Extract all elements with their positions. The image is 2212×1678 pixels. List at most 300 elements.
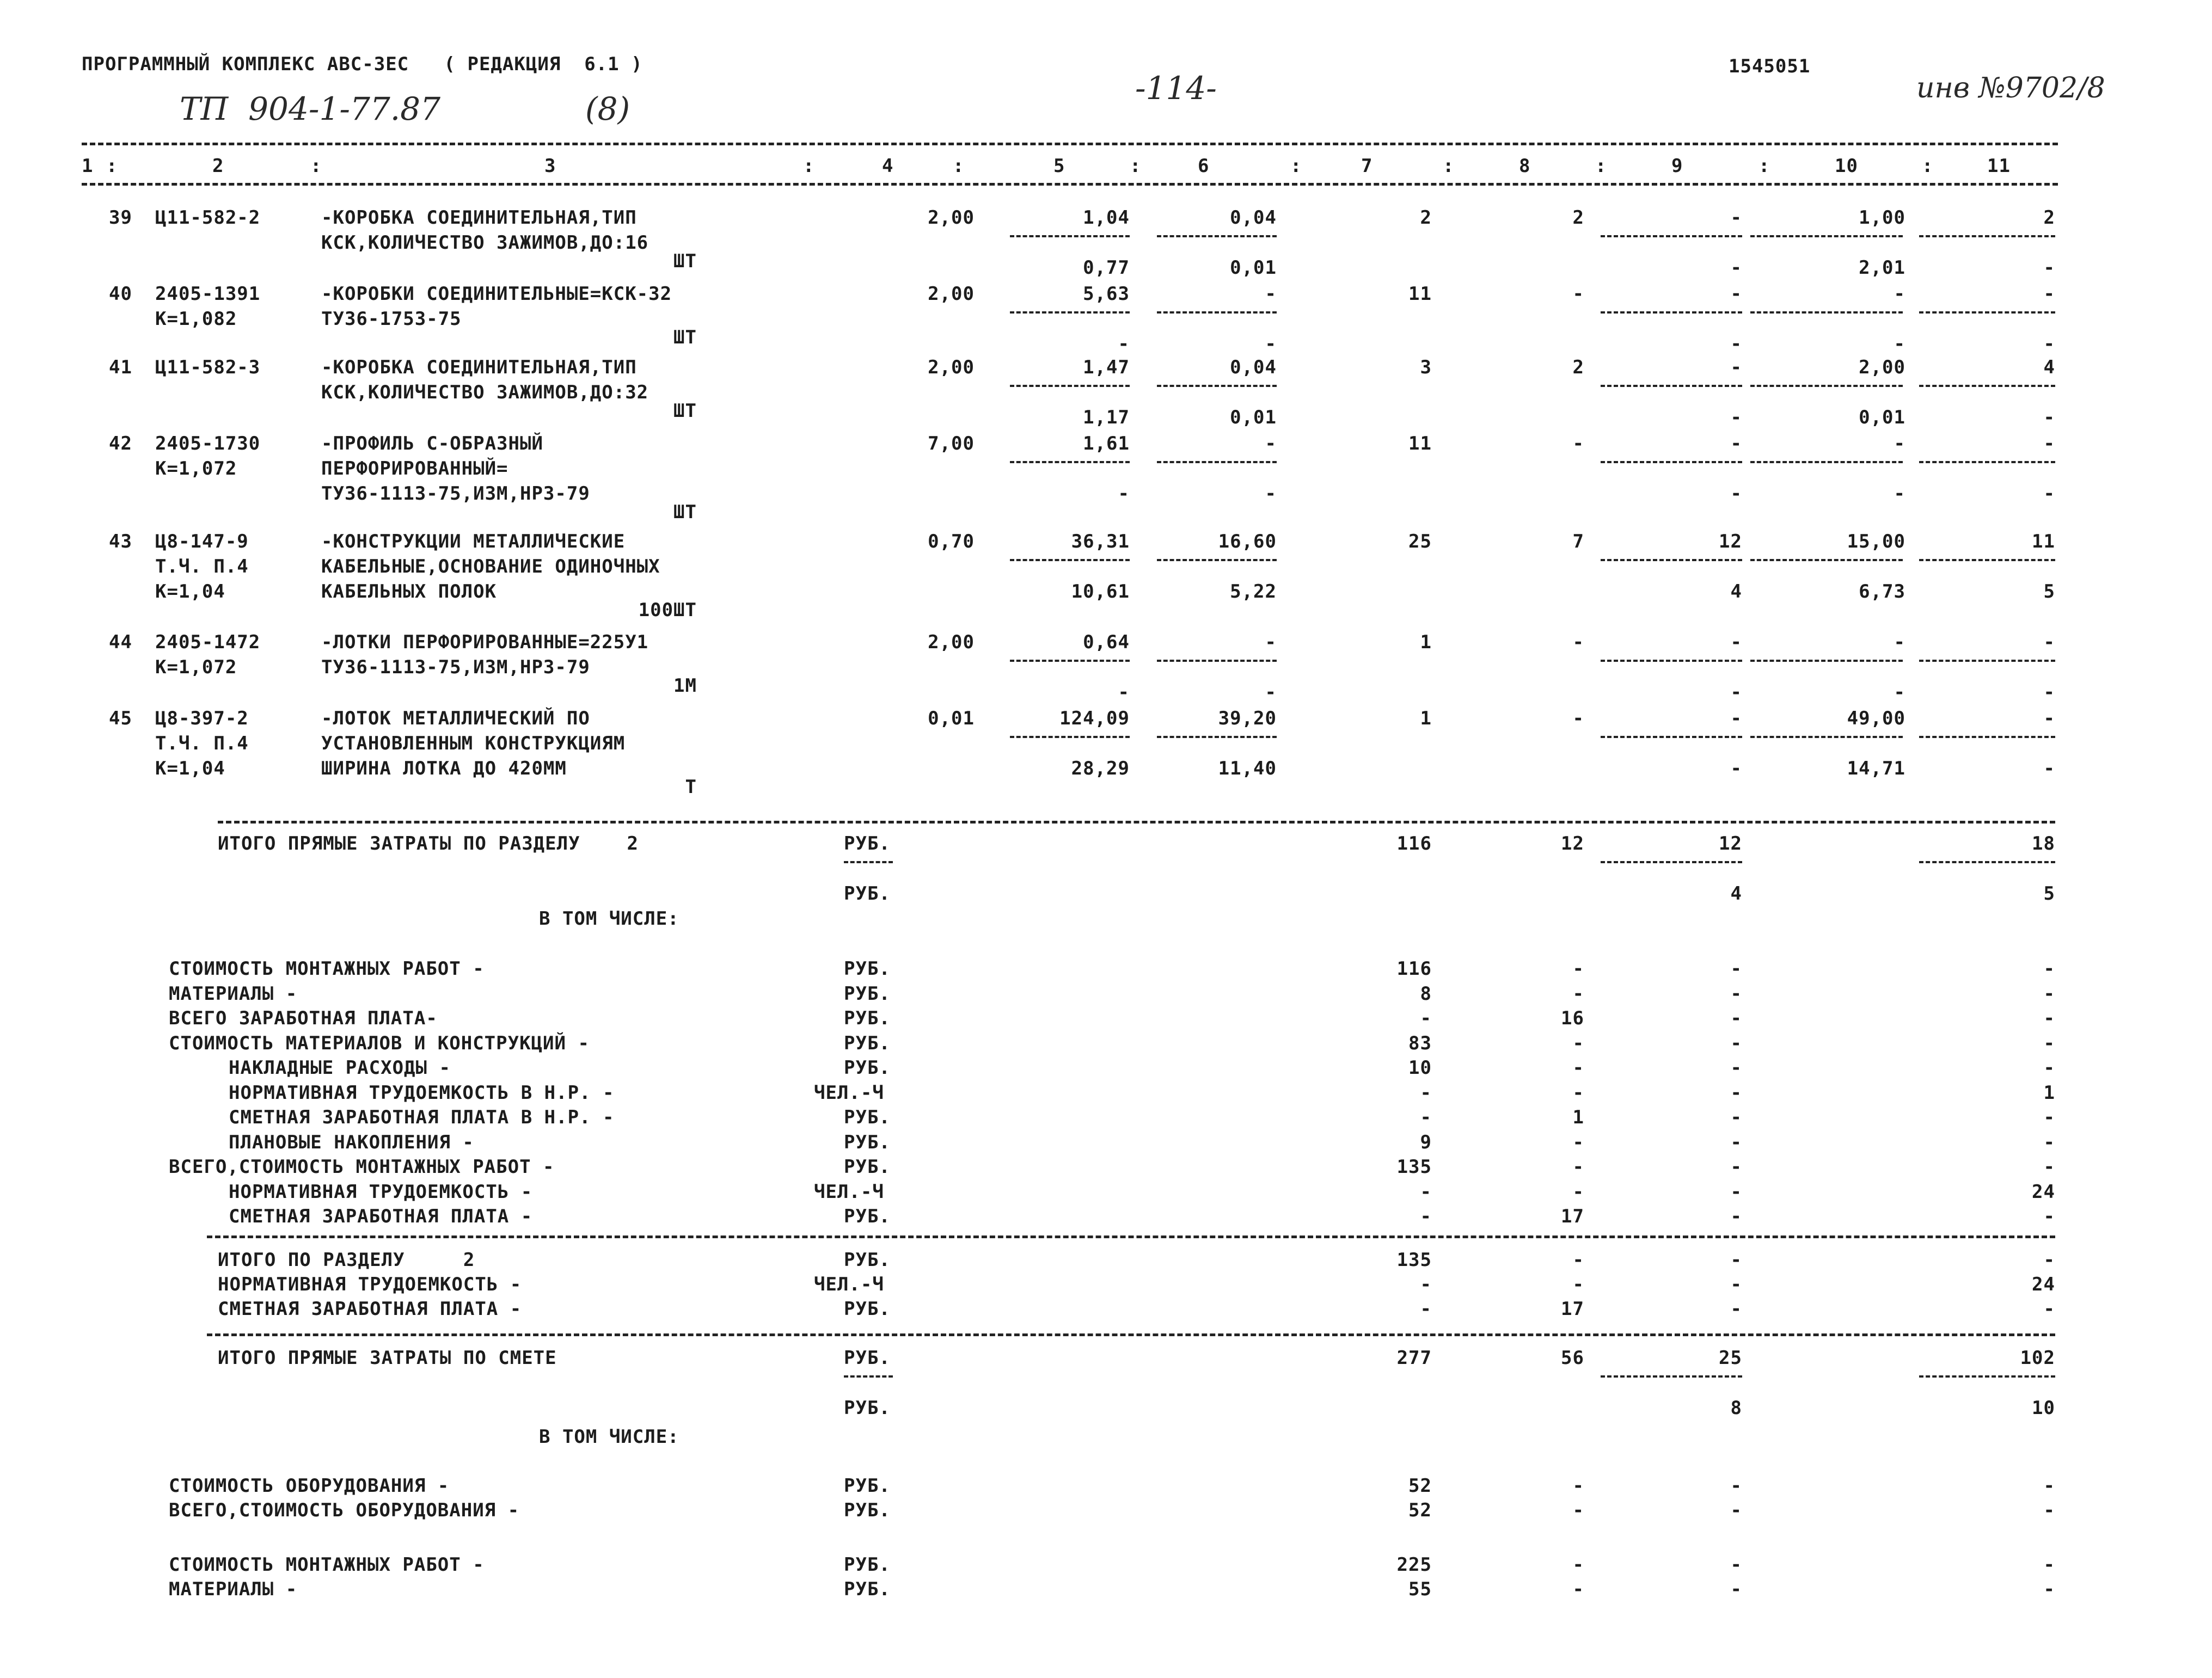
column-number: 1 bbox=[82, 155, 94, 177]
breakdown-col-7: 8 bbox=[1420, 983, 1432, 1005]
summary-label: ИТОГО ПО РАЗДЕЛУ 2 bbox=[218, 1249, 475, 1271]
breakdown-col-7: - bbox=[1420, 1181, 1432, 1203]
estimate-breakdown-col-7: 55 bbox=[1408, 1578, 1432, 1600]
cell-col-6-lower: 0,01 bbox=[1230, 257, 1277, 279]
cell-col-7: 1 bbox=[1420, 631, 1432, 653]
cell-col-7: 25 bbox=[1408, 531, 1432, 552]
cell-col-5-lower: - bbox=[1118, 333, 1130, 355]
cell-col-10-lower: 6,73 bbox=[1859, 581, 1905, 603]
breakdown-col-8: 1 bbox=[1572, 1107, 1584, 1128]
item-code: 2405-1730 bbox=[155, 433, 261, 454]
summary-col-8: 17 bbox=[1561, 1298, 1584, 1320]
cell-col-9: - bbox=[1730, 283, 1742, 305]
summary-unit: РУБ. bbox=[844, 1298, 891, 1320]
cell-col-8: - bbox=[1572, 708, 1584, 729]
cell-col-5: 1,61 bbox=[1083, 433, 1130, 454]
breakdown-label: ВСЕГО,СТОИМОСТЬ МОНТАЖНЫХ РАБОТ - bbox=[169, 1156, 555, 1178]
item-description: -КОРОБКИ СОЕДИНИТЕЛЬНЫЕ=КСК-32 bbox=[321, 283, 672, 305]
cell-col-6-lower: - bbox=[1265, 681, 1277, 703]
breakdown-col-9: - bbox=[1730, 958, 1742, 980]
item-number: 39 bbox=[109, 207, 132, 229]
item-description: -КОНСТРУКЦИИ МЕТАЛЛИЧЕСКИЕ bbox=[321, 531, 626, 552]
breakdown-col-7: - bbox=[1420, 1206, 1432, 1227]
cell-col-10: 1,00 bbox=[1859, 207, 1905, 229]
cell-divider bbox=[1010, 311, 1130, 314]
estimate-breakdown-col-11: - bbox=[2043, 1499, 2055, 1521]
cell-col-6: 0,04 bbox=[1230, 207, 1277, 229]
summary-col-9: - bbox=[1730, 1274, 1742, 1295]
item-number: 43 bbox=[109, 531, 132, 552]
breakdown-label: СМЕТНАЯ ЗАРАБОТНАЯ ПЛАТА В Н.Р. - bbox=[229, 1107, 615, 1128]
item-number: 41 bbox=[109, 357, 132, 378]
cell-col-4: 2,00 bbox=[928, 283, 975, 305]
breakdown-unit: ЧЕЛ.-Ч bbox=[814, 1181, 884, 1203]
including-label: В ТОМ ЧИСЛЕ: bbox=[539, 908, 679, 930]
breakdown-col-11: - bbox=[2043, 1132, 2055, 1153]
cell-divider bbox=[1750, 235, 1903, 237]
cell-divider bbox=[1919, 861, 2055, 863]
breakdown-label: СМЕТНАЯ ЗАРАБОТНАЯ ПЛАТА - bbox=[229, 1206, 533, 1227]
cell-col-11: 11 bbox=[2032, 531, 2055, 552]
cell-col-11: - bbox=[2043, 708, 2055, 729]
section-total-col-11: 18 bbox=[2032, 833, 2055, 855]
estimate-breakdown-col-7: 52 bbox=[1408, 1499, 1432, 1521]
cell-col-4: 0,01 bbox=[928, 708, 975, 729]
breakdown-col-9: - bbox=[1730, 1107, 1742, 1128]
column-number: 8 bbox=[1519, 155, 1531, 177]
cell-divider bbox=[1010, 736, 1130, 738]
item-coefficient: К=1,04 bbox=[155, 758, 225, 779]
summary-col-7: - bbox=[1420, 1298, 1432, 1320]
breakdown-col-8: - bbox=[1572, 1057, 1584, 1079]
cell-col-9: - bbox=[1730, 708, 1742, 729]
estimate-total-unit-lower: РУБ. bbox=[844, 1397, 891, 1419]
item-unit: 1М bbox=[673, 675, 697, 697]
estimate-breakdown-label: ВСЕГО,СТОИМОСТЬ ОБОРУДОВАНИЯ - bbox=[169, 1499, 520, 1521]
estimate-total-col-9-lower: 8 bbox=[1730, 1397, 1742, 1419]
summary-col-7: - bbox=[1420, 1274, 1432, 1295]
item-unit: 100ШТ bbox=[638, 599, 697, 621]
cell-col-11-lower: - bbox=[2043, 681, 2055, 703]
column-separator: : bbox=[1595, 155, 1607, 177]
breakdown-col-11: - bbox=[2043, 1057, 2055, 1079]
cell-col-5: 124,09 bbox=[1059, 708, 1130, 729]
cell-col-7: 2 bbox=[1420, 207, 1432, 229]
estimate-breakdown-col-11: - bbox=[2043, 1475, 2055, 1497]
breakdown-unit: РУБ. bbox=[844, 1156, 891, 1178]
section-total-col-11-lower: 5 bbox=[2043, 883, 2055, 905]
cell-divider bbox=[1157, 385, 1277, 387]
cell-col-10-lower: - bbox=[1894, 483, 1905, 505]
cell-col-6-lower: 5,22 bbox=[1230, 581, 1277, 603]
breakdown-col-9: - bbox=[1730, 1057, 1742, 1079]
breakdown-col-7: 9 bbox=[1420, 1132, 1432, 1153]
cell-col-9-lower: - bbox=[1730, 758, 1742, 779]
cell-col-8: 2 bbox=[1572, 357, 1584, 378]
breakdown-col-8: - bbox=[1572, 1032, 1584, 1054]
estimate-total-col-9: 25 bbox=[1719, 1347, 1742, 1369]
item-number: 45 bbox=[109, 708, 132, 729]
breakdown-col-11: - bbox=[2043, 958, 2055, 980]
estimate-breakdown-unit: РУБ. bbox=[844, 1578, 891, 1600]
cell-divider bbox=[1601, 861, 1742, 863]
summary-label: НОРМАТИВНАЯ ТРУДОЕМКОСТЬ - bbox=[218, 1274, 522, 1295]
item-unit: ШТ bbox=[673, 501, 697, 523]
breakdown-col-9: - bbox=[1730, 1082, 1742, 1104]
estimate-breakdown-col-9: - bbox=[1730, 1578, 1742, 1600]
estimate-breakdown-col-9: - bbox=[1730, 1499, 1742, 1521]
breakdown-label: ПЛАНОВЫЕ НАКОПЛЕНИЯ - bbox=[229, 1132, 474, 1153]
cell-col-4: 2,00 bbox=[928, 631, 975, 653]
cell-divider bbox=[1010, 235, 1130, 237]
cell-col-6: - bbox=[1265, 283, 1277, 305]
cell-col-8: 2 bbox=[1572, 207, 1584, 229]
cell-col-5-lower: - bbox=[1118, 483, 1130, 505]
item-description: -ПРОФИЛЬ С-ОБРАЗНЫЙ bbox=[321, 433, 543, 454]
item-description: ТУ36-1113-75,ИЗМ,НРЗ-79 bbox=[321, 656, 590, 678]
column-separator: : bbox=[1758, 155, 1770, 177]
cell-divider bbox=[1919, 461, 2055, 463]
breakdown-label: МАТЕРИАЛЫ - bbox=[169, 983, 298, 1005]
column-number: 10 bbox=[1835, 155, 1858, 177]
section-rule bbox=[207, 1333, 2055, 1336]
handwritten-inventory-number: инв №9702/8 bbox=[1916, 72, 2105, 105]
breakdown-col-7: - bbox=[1420, 1107, 1432, 1128]
section-total-unit-lower: РУБ. bbox=[844, 883, 891, 905]
cell-divider bbox=[1601, 311, 1742, 314]
item-description: УСТАНОВЛЕННЫМ КОНСТРУКЦИЯМ bbox=[321, 733, 626, 754]
cell-divider bbox=[1919, 1375, 2055, 1378]
summary-col-8: - bbox=[1572, 1274, 1584, 1295]
breakdown-label: СТОИМОСТЬ МАТЕРИАЛОВ И КОНСТРУКЦИЙ - bbox=[169, 1032, 590, 1054]
item-code: Ц11-582-3 bbox=[155, 357, 261, 378]
document-code: 1545051 bbox=[1729, 56, 1811, 77]
including-label: В ТОМ ЧИСЛЕ: bbox=[539, 1426, 679, 1448]
summary-col-9: - bbox=[1730, 1298, 1742, 1320]
summary-label: СМЕТНАЯ ЗАРАБОТНАЯ ПЛАТА - bbox=[218, 1298, 522, 1320]
item-coefficient: Т.Ч. П.4 bbox=[155, 556, 249, 577]
cell-divider bbox=[1157, 461, 1277, 463]
cell-divider bbox=[1010, 660, 1130, 662]
item-coefficient: К=1,072 bbox=[155, 656, 237, 678]
breakdown-col-8: 17 bbox=[1561, 1206, 1584, 1227]
estimate-breakdown-col-7: 52 bbox=[1408, 1475, 1432, 1497]
breakdown-label: СТОИМОСТЬ МОНТАЖНЫХ РАБОТ - bbox=[169, 958, 485, 980]
cell-col-4: 7,00 bbox=[928, 433, 975, 454]
cell-col-8: - bbox=[1572, 433, 1584, 454]
section-total-col-8: 12 bbox=[1561, 833, 1584, 855]
breakdown-col-9: - bbox=[1730, 983, 1742, 1005]
breakdown-col-7: 83 bbox=[1408, 1032, 1432, 1054]
cell-col-11: 2 bbox=[2043, 207, 2055, 229]
section-total-col-9-lower: 4 bbox=[1730, 883, 1742, 905]
cell-col-11: - bbox=[2043, 631, 2055, 653]
cell-col-9-lower: - bbox=[1730, 407, 1742, 428]
cell-divider bbox=[1010, 559, 1130, 561]
header-rule-top bbox=[82, 143, 2058, 145]
cell-col-10: 15,00 bbox=[1847, 531, 1905, 552]
item-description: КАБЕЛЬНЫЕ,ОСНОВАНИЕ ОДИНОЧНЫХ bbox=[321, 556, 660, 577]
column-number: 3 bbox=[544, 155, 556, 177]
breakdown-col-9: - bbox=[1730, 1032, 1742, 1054]
cell-col-9-lower: 4 bbox=[1730, 581, 1742, 603]
item-description: -ЛОТОК МЕТАЛЛИЧЕСКИЙ ПО bbox=[321, 708, 590, 729]
estimate-breakdown-col-11: - bbox=[2043, 1578, 2055, 1600]
item-description: КСК,КОЛИЧЕСТВО ЗАЖИМОВ,ДО:32 bbox=[321, 382, 649, 403]
column-separator: : bbox=[1922, 155, 1934, 177]
breakdown-col-11: - bbox=[2043, 1107, 2055, 1128]
breakdown-unit: РУБ. bbox=[844, 1032, 891, 1054]
cell-col-10: 49,00 bbox=[1847, 708, 1905, 729]
breakdown-col-8: - bbox=[1572, 1082, 1584, 1104]
item-code: Ц11-582-2 bbox=[155, 207, 261, 229]
cell-col-7: 1 bbox=[1420, 708, 1432, 729]
cell-col-11: 4 bbox=[2043, 357, 2055, 378]
breakdown-col-7: 135 bbox=[1396, 1156, 1432, 1178]
item-code: 2405-1391 bbox=[155, 283, 261, 305]
item-coefficient: Т.Ч. П.4 bbox=[155, 733, 249, 754]
cell-divider bbox=[1919, 311, 2055, 314]
cell-col-8: - bbox=[1572, 631, 1584, 653]
item-number: 42 bbox=[109, 433, 132, 454]
estimate-breakdown-col-7: 225 bbox=[1396, 1554, 1432, 1576]
cell-col-4: 0,70 bbox=[928, 531, 975, 552]
estimate-breakdown-col-8: - bbox=[1572, 1554, 1584, 1576]
program-header: ПРОГРАММНЫЙ КОМПЛЕКС АВС-3ЕС ( РЕДАКЦИЯ 6.1 ) bbox=[82, 53, 643, 75]
breakdown-unit: РУБ. bbox=[844, 958, 891, 980]
breakdown-label: НАКЛАДНЫЕ РАСХОДЫ - bbox=[229, 1057, 451, 1079]
cell-col-10: - bbox=[1894, 283, 1905, 305]
item-unit: Т bbox=[685, 776, 697, 798]
column-number: 11 bbox=[1987, 155, 2011, 177]
estimate-breakdown-col-9: - bbox=[1730, 1554, 1742, 1576]
cell-col-5-lower: 1,17 bbox=[1083, 407, 1130, 428]
estimate-breakdown-col-8: - bbox=[1572, 1475, 1584, 1497]
cell-divider bbox=[1750, 736, 1903, 738]
column-separator: : bbox=[1290, 155, 1302, 177]
cell-col-9: - bbox=[1730, 357, 1742, 378]
breakdown-col-7: - bbox=[1420, 1082, 1432, 1104]
cell-divider bbox=[1601, 1375, 1742, 1378]
handwritten-project-number: ТП 904-1-77.87 bbox=[180, 90, 440, 127]
section-total-unit: РУБ. bbox=[844, 833, 891, 855]
item-code: Ц8-397-2 bbox=[155, 708, 249, 729]
cell-col-10-lower: - bbox=[1894, 681, 1905, 703]
breakdown-col-11: - bbox=[2043, 983, 2055, 1005]
cell-col-10: - bbox=[1894, 631, 1905, 653]
item-description: ТУ36-1753-75 bbox=[321, 308, 462, 330]
estimate-breakdown-col-9: - bbox=[1730, 1475, 1742, 1497]
breakdown-col-8: - bbox=[1572, 983, 1584, 1005]
summary-unit: ЧЕЛ.-Ч bbox=[814, 1274, 884, 1295]
cell-divider bbox=[1157, 235, 1277, 237]
column-separator: : bbox=[803, 155, 815, 177]
breakdown-unit: РУБ. bbox=[844, 1132, 891, 1153]
cell-divider bbox=[1601, 235, 1742, 237]
section-total-label: ИТОГО ПРЯМЫЕ ЗАТРАТЫ ПО РАЗДЕЛУ 2 bbox=[218, 833, 639, 855]
cell-divider bbox=[1157, 311, 1277, 314]
cell-col-5-lower: - bbox=[1118, 681, 1130, 703]
cell-col-6: 0,04 bbox=[1230, 357, 1277, 378]
cell-col-11-lower: - bbox=[2043, 483, 2055, 505]
item-description: -КОРОБКА СОЕДИНИТЕЛЬНАЯ,ТИП bbox=[321, 207, 637, 229]
breakdown-col-11: - bbox=[2043, 1206, 2055, 1227]
item-number: 44 bbox=[109, 631, 132, 653]
estimate-total-col-11-lower: 10 bbox=[2032, 1397, 2055, 1419]
cell-divider bbox=[1601, 736, 1742, 738]
cell-divider bbox=[1157, 736, 1277, 738]
cell-col-5-lower: 0,77 bbox=[1083, 257, 1130, 279]
column-number: 5 bbox=[1053, 155, 1065, 177]
cell-col-9-lower: - bbox=[1730, 483, 1742, 505]
column-separator: : bbox=[1443, 155, 1455, 177]
estimate-breakdown-col-8: - bbox=[1572, 1499, 1584, 1521]
breakdown-col-11: - bbox=[2043, 1156, 2055, 1178]
cell-divider bbox=[1919, 385, 2055, 387]
item-description: ШИРИНА ЛОТКА ДО 420ММ bbox=[321, 758, 567, 779]
breakdown-unit: РУБ. bbox=[844, 1007, 891, 1029]
cell-col-10-lower: 14,71 bbox=[1847, 758, 1905, 779]
cell-col-5: 5,63 bbox=[1083, 283, 1130, 305]
breakdown-col-11: 24 bbox=[2032, 1181, 2055, 1203]
cell-divider bbox=[1601, 559, 1742, 561]
cell-divider bbox=[1750, 311, 1903, 314]
handwritten-part-number: (8) bbox=[585, 90, 630, 127]
cell-col-10-lower: 2,01 bbox=[1859, 257, 1905, 279]
estimate-breakdown-unit: РУБ. bbox=[844, 1554, 891, 1576]
estimate-total-col-7: 277 bbox=[1396, 1347, 1432, 1369]
breakdown-col-9: - bbox=[1730, 1181, 1742, 1203]
cell-col-8: - bbox=[1572, 283, 1584, 305]
item-description: КАБЕЛЬНЫХ ПОЛОК bbox=[321, 581, 497, 603]
cell-col-4: 2,00 bbox=[928, 207, 975, 229]
estimate-total-unit: РУБ. bbox=[844, 1347, 891, 1369]
breakdown-col-7: - bbox=[1420, 1007, 1432, 1029]
cell-col-6-lower: 11,40 bbox=[1218, 758, 1277, 779]
cell-col-7: 11 bbox=[1408, 433, 1432, 454]
estimate-breakdown-unit: РУБ. bbox=[844, 1499, 891, 1521]
cell-col-9-lower: - bbox=[1730, 257, 1742, 279]
section-rule bbox=[218, 821, 2055, 823]
cell-col-11-lower: - bbox=[2043, 257, 2055, 279]
breakdown-col-9: - bbox=[1730, 1132, 1742, 1153]
breakdown-col-9: - bbox=[1730, 1206, 1742, 1227]
cell-col-10-lower: - bbox=[1894, 333, 1905, 355]
cell-col-6: - bbox=[1265, 631, 1277, 653]
section-total-col-7: 116 bbox=[1396, 833, 1432, 855]
breakdown-col-11: - bbox=[2043, 1032, 2055, 1054]
summary-unit: РУБ. bbox=[844, 1249, 891, 1271]
cell-divider bbox=[1010, 461, 1130, 463]
column-separator: : bbox=[106, 155, 118, 177]
cell-col-7: 3 bbox=[1420, 357, 1432, 378]
breakdown-label: НОРМАТИВНАЯ ТРУДОЕМКОСТЬ В Н.Р. - bbox=[229, 1082, 615, 1104]
item-coefficient: К=1,072 bbox=[155, 458, 237, 480]
cell-divider bbox=[1919, 736, 2055, 738]
item-description: -ЛОТКИ ПЕРФОРИРОВАННЫЕ=225У1 bbox=[321, 631, 649, 653]
cell-col-4: 2,00 bbox=[928, 357, 975, 378]
estimate-total-label: ИТОГО ПРЯМЫЕ ЗАТРАТЫ ПО СМЕТЕ bbox=[218, 1347, 557, 1369]
cell-divider bbox=[1919, 235, 2055, 237]
cell-col-5: 0,64 bbox=[1083, 631, 1130, 653]
cell-col-5-lower: 10,61 bbox=[1071, 581, 1130, 603]
item-coefficient: К=1,082 bbox=[155, 308, 237, 330]
cell-col-11-lower: 5 bbox=[2043, 581, 2055, 603]
column-number: 4 bbox=[882, 155, 894, 177]
breakdown-col-11: 1 bbox=[2043, 1082, 2055, 1104]
cell-col-10-lower: 0,01 bbox=[1859, 407, 1905, 428]
cell-col-9: - bbox=[1730, 433, 1742, 454]
summary-col-11: - bbox=[2043, 1298, 2055, 1320]
unit-divider bbox=[844, 861, 893, 863]
breakdown-label: НОРМАТИВНАЯ ТРУДОЕМКОСТЬ - bbox=[229, 1181, 533, 1203]
cell-col-9-lower: - bbox=[1730, 681, 1742, 703]
header-rule-bottom bbox=[82, 183, 2058, 186]
cell-col-6: 39,20 bbox=[1218, 708, 1277, 729]
column-separator: : bbox=[1130, 155, 1142, 177]
cell-divider bbox=[1601, 660, 1742, 662]
column-number: 9 bbox=[1671, 155, 1683, 177]
estimate-breakdown-unit: РУБ. bbox=[844, 1475, 891, 1497]
item-unit: ШТ bbox=[673, 250, 697, 272]
column-number: 2 bbox=[212, 155, 224, 177]
cell-col-6-lower: - bbox=[1265, 333, 1277, 355]
cell-divider bbox=[1919, 559, 2055, 561]
item-code: 2405-1472 bbox=[155, 631, 261, 653]
breakdown-col-8: 16 bbox=[1561, 1007, 1584, 1029]
breakdown-col-11: - bbox=[2043, 1007, 2055, 1029]
breakdown-unit: РУБ. bbox=[844, 1107, 891, 1128]
cell-col-5-lower: 28,29 bbox=[1071, 758, 1130, 779]
item-unit: ШТ bbox=[673, 327, 697, 348]
cell-divider bbox=[1750, 660, 1903, 662]
breakdown-col-8: - bbox=[1572, 958, 1584, 980]
item-description: КСК,КОЛИЧЕСТВО ЗАЖИМОВ,ДО:16 bbox=[321, 232, 649, 254]
column-number: 7 bbox=[1361, 155, 1373, 177]
cell-divider bbox=[1750, 385, 1903, 387]
cell-col-11-lower: - bbox=[2043, 333, 2055, 355]
estimate-breakdown-label: МАТЕРИАЛЫ - bbox=[169, 1578, 298, 1600]
cell-col-6-lower: 0,01 bbox=[1230, 407, 1277, 428]
item-description: -КОРОБКА СОЕДИНИТЕЛЬНАЯ,ТИП bbox=[321, 357, 637, 378]
cell-col-5: 1,47 bbox=[1083, 357, 1130, 378]
column-separator: : bbox=[953, 155, 965, 177]
cell-col-5: 36,31 bbox=[1071, 531, 1130, 552]
breakdown-col-7: 116 bbox=[1396, 958, 1432, 980]
breakdown-label: ВСЕГО ЗАРАБОТНАЯ ПЛАТА- bbox=[169, 1007, 438, 1029]
breakdown-col-9: - bbox=[1730, 1007, 1742, 1029]
cell-col-9: - bbox=[1730, 207, 1742, 229]
cell-col-6: - bbox=[1265, 433, 1277, 454]
breakdown-unit: ЧЕЛ.-Ч bbox=[814, 1082, 884, 1104]
cell-col-11: - bbox=[2043, 433, 2055, 454]
cell-col-10: 2,00 bbox=[1859, 357, 1905, 378]
breakdown-col-7: 10 bbox=[1408, 1057, 1432, 1079]
breakdown-col-8: - bbox=[1572, 1156, 1584, 1178]
cell-divider bbox=[1601, 461, 1742, 463]
breakdown-unit: РУБ. bbox=[844, 983, 891, 1005]
cell-divider bbox=[1157, 559, 1277, 561]
cell-divider bbox=[1750, 461, 1903, 463]
cell-col-11-lower: - bbox=[2043, 407, 2055, 428]
estimate-breakdown-col-8: - bbox=[1572, 1578, 1584, 1600]
column-number: 6 bbox=[1198, 155, 1210, 177]
cell-col-8: 7 bbox=[1572, 531, 1584, 552]
summary-col-8: - bbox=[1572, 1249, 1584, 1271]
item-unit: ШТ bbox=[673, 400, 697, 422]
breakdown-unit: РУБ. bbox=[844, 1057, 891, 1079]
cell-col-7: 11 bbox=[1408, 283, 1432, 305]
